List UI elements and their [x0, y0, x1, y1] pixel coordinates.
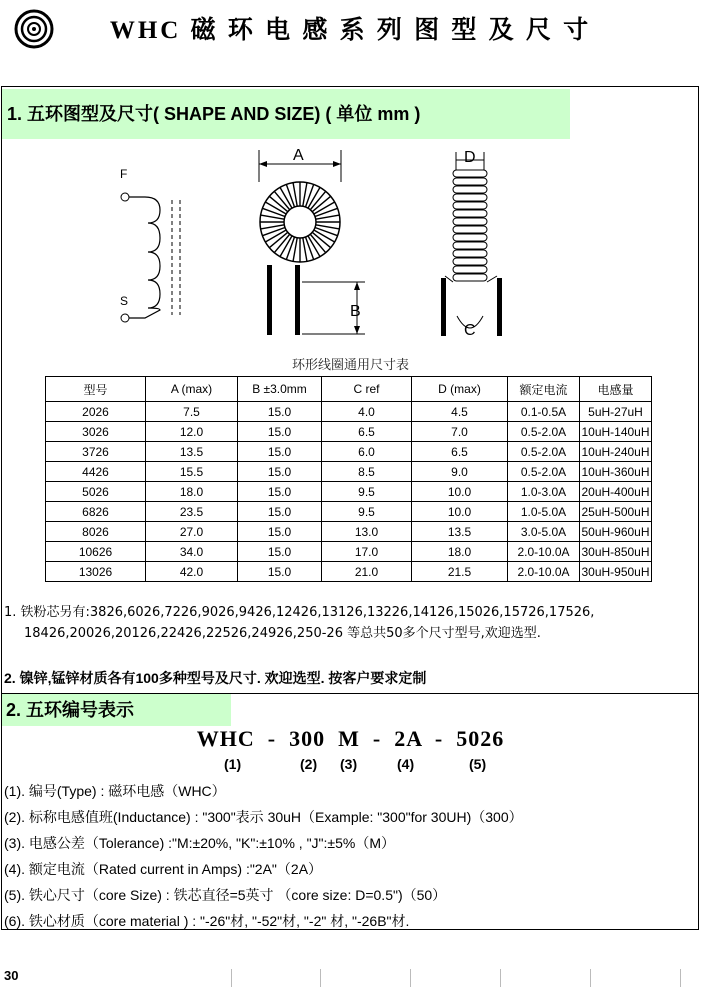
model-index-1: (1) [224, 756, 242, 772]
code-desc-1: (1). 编号(Type) : 磁环电感（WHC） [4, 783, 226, 799]
table-cell: 13.5 [412, 522, 508, 542]
footer-divider [231, 969, 232, 987]
table-cell: 10uH-140uH [580, 422, 652, 442]
table-cell: 18.0 [412, 542, 508, 562]
table-cell: 27.0 [146, 522, 238, 542]
table-header-cell: C ref [322, 377, 412, 402]
table-cell: 21.0 [322, 562, 412, 582]
note-1 [4, 602, 594, 644]
table-cell: 1.0-3.0A [508, 482, 580, 502]
table-cell: 4426 [46, 462, 146, 482]
table-cell: 15.0 [238, 562, 322, 582]
table-header-cell: B ±3.0mm [238, 377, 322, 402]
table-cell: 0.5-2.0A [508, 442, 580, 462]
table-cell: 42.0 [146, 562, 238, 582]
table-cell: 25uH-500uH [580, 502, 652, 522]
table-cell: 15.0 [238, 502, 322, 522]
code-desc-5: (5). 铁心尺寸（core Size) : 铁芯直径=5英寸 （core size: D=0.5")（50） [4, 887, 447, 903]
table-cell: 13026 [46, 562, 146, 582]
table-cell: 12.0 [146, 422, 238, 442]
label-s: S [120, 294, 129, 308]
table-row [46, 402, 652, 422]
label-c: C [464, 322, 476, 339]
table-header-row [46, 377, 652, 402]
table-cell: 15.0 [238, 402, 322, 422]
footer-divider [500, 969, 501, 987]
table-cell: 0.5-2.0A [508, 422, 580, 442]
table-row [46, 462, 652, 482]
table-cell: 9.5 [322, 502, 412, 522]
table-cell: 0.5-2.0A [508, 462, 580, 482]
code-desc-2: (2). 标称电感值班(Inductance) : "300"表示 30uH（Example: "300"for 30UH)（300） [4, 809, 523, 825]
table-cell: 6.0 [322, 442, 412, 462]
table-cell: 23.5 [146, 502, 238, 522]
table-header-cell: D (max) [412, 377, 508, 402]
footer-divider [410, 969, 411, 987]
table-cell: 2.0-10.0A [508, 542, 580, 562]
coil-schematic [110, 160, 200, 330]
table-cell: 15.0 [238, 482, 322, 502]
table-cell: 2.0-10.0A [508, 562, 580, 582]
table-row [46, 442, 652, 462]
note-2: 2. 镍锌,锰锌材质各有100多种型号及尺寸. 欢迎选型. 按客户要求定制 [4, 670, 427, 686]
table-header-cell: 额定电流 [508, 377, 580, 402]
table-cell: 5uH-27uH [580, 402, 652, 422]
table-cell: 15.0 [238, 462, 322, 482]
label-b: B [350, 303, 361, 320]
table-cell: 6.5 [412, 442, 508, 462]
table-cell: 10.0 [412, 482, 508, 502]
table-cell: 13.5 [146, 442, 238, 462]
table-cell: 3.0-5.0A [508, 522, 580, 542]
table-cell: 50uH-960uH [580, 522, 652, 542]
label-d: D [464, 149, 476, 166]
footer-divider [320, 969, 321, 987]
table-cell: 8.5 [322, 462, 412, 482]
footer-divider [590, 969, 591, 987]
table-cell: 9.5 [322, 482, 412, 502]
dimension-table [45, 376, 652, 582]
table-row [46, 482, 652, 502]
table-cell: 20uH-400uH [580, 482, 652, 502]
table-cell: 5026 [46, 482, 146, 502]
table-cell: 6826 [46, 502, 146, 522]
note-1-line-2: 18426,20026,20126,22426,22526,24926,250-26 等总共50多个尺寸型号,欢迎选型. [24, 626, 541, 641]
table-row [46, 522, 652, 542]
table-cell: 3026 [46, 422, 146, 442]
table-cell: 13.0 [322, 522, 412, 542]
toroid-side-view [435, 148, 515, 348]
section2-heading: 2. 五环编号表示 [2, 694, 231, 726]
table-cell: 4.0 [322, 402, 412, 422]
table-cell: 15.0 [238, 542, 322, 562]
model-index-3: (3) [340, 756, 358, 772]
table-caption: 环形线圈通用尺寸表 [291, 357, 409, 372]
label-f: F [120, 167, 128, 181]
table-cell: 18.0 [146, 482, 238, 502]
table-cell: 7.5 [146, 402, 238, 422]
side-windings [445, 170, 497, 282]
section1-heading: 1. 五环图型及尺寸( SHAPE AND SIZE) ( 单位 mm ) [2, 89, 570, 139]
table-cell: 30uH-950uH [580, 562, 652, 582]
table-cell: 7.0 [412, 422, 508, 442]
model-index-4: (4) [397, 756, 415, 772]
code-desc-3: (3). 电感公差（Tolerance) :"M:±20%, "K":±10% , "J":±5%（M） [4, 835, 395, 851]
code-desc-6: (6). 铁心材质（core material ) : "-26"材, "-52"材, "-2" 材, "-26B"材. [4, 913, 410, 929]
table-cell: 1.0-5.0A [508, 502, 580, 522]
table-cell: 10.0 [412, 502, 508, 522]
model-index-2: (2) [300, 756, 318, 772]
table-cell: 6.5 [322, 422, 412, 442]
table-cell: 4.5 [412, 402, 508, 422]
table-row [46, 422, 652, 442]
footer-divider [680, 969, 681, 987]
table-row [46, 542, 652, 562]
table-cell: 3726 [46, 442, 146, 462]
table-cell: 15.5 [146, 462, 238, 482]
table-cell: 10uH-360uH [580, 462, 652, 482]
table-header-cell: 电感量 [580, 377, 652, 402]
table-cell: 10626 [46, 542, 146, 562]
table-header-cell: 型号 [46, 377, 146, 402]
code-desc-4: (4). 额定电流（Rated current in Amps) :"2A"（2A） [4, 861, 323, 877]
page-number: 30 [4, 968, 19, 983]
table-header-cell: A (max) [146, 377, 238, 402]
note-1-line-1: 1. 铁粉芯另有:3826,6026,7226,9026,9426,12426,13126,13226,14126,15026,15726,17526, [4, 605, 595, 620]
table-cell: 34.0 [146, 542, 238, 562]
table-cell: 0.1-0.5A [508, 402, 580, 422]
table-cell: 10uH-240uH [580, 442, 652, 462]
table-cell: 8026 [46, 522, 146, 542]
table-cell: 21.5 [412, 562, 508, 582]
label-a: A [293, 147, 304, 164]
table-row [46, 562, 652, 582]
model-index-5: (5) [469, 756, 487, 772]
model-code: WHC - 300 M - 2A - 5026 [196, 726, 505, 751]
table-row [46, 502, 652, 522]
table-cell: 30uH-850uH [580, 542, 652, 562]
table-cell: 9.0 [412, 462, 508, 482]
table-cell: 15.0 [238, 522, 322, 542]
table-cell: 15.0 [238, 442, 322, 462]
table-cell: 17.0 [322, 542, 412, 562]
table-cell: 15.0 [238, 422, 322, 442]
page-title: WHC 磁 环 电 感 系 列 图 型 及 尺 寸 [109, 17, 592, 44]
toroid-front-view [245, 142, 375, 342]
table-cell: 2026 [46, 402, 146, 422]
